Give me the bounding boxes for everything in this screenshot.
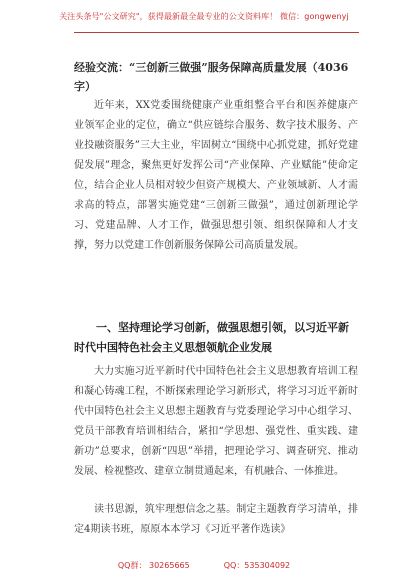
header-divider [74, 32, 359, 33]
section-heading: 一、坚持理论学习创新，做强思想引领，以习近平新时代中国特色社会主义思想领航企业发展 [74, 321, 349, 354]
section-paragraph: 读书思源，筑牢理想信念之基。制定主题教育学习清单，排定4期读书班，原原本本学习《习近平著作选读》 [74, 504, 358, 535]
header-promo-note: 关注头条号"公文研究"，获得最新最全最专业的公文资料库！ 微信：gongwenyj [59, 12, 349, 21]
footer-qq-group: QQ群： 30265665 [117, 561, 190, 570]
document-title: 经验交流：“三创新三做强”服务保障高质量发展（4036字） [74, 61, 349, 93]
footer-contact [0, 560, 408, 571]
section-paragraph: 大力实施习近平新时代中国特色社会主义思想教育培训工程和凝心铸魂工程，不断探索理论学习新形式，将学习习近平新时代中国特色社会主义思想主题教育与党委理论学习中心组学习、党员干部教育培训相结合，紧扣“学思想、强党性、重实践、建新功”总要求，创新“四思”举措，把理论学习、调查研究、推动发展、检视整改、建章立制贯通起来，有机融合、一体推进。 [74, 366, 358, 477]
footer-qq: QQ：535304092 [223, 561, 291, 570]
intro-paragraph: 近年来，XX党委围绕健康产业重组整合平台和医养健康产业领军企业的定位，确立“供应链综合服务、数字技术服务、产业投融资服务”三大主业，牢固树立“围绕中心抓党建，抓好党建促发展”理念，聚焦更好发挥公司“产业保障、产业赋能”使命定位，结合企业人员相对较少但资产规模大、产业领域新、人才需求高的特点，部署实施党建“三创新三做强”，通过创新理论学习、党建品牌、人才工作，做强思想引领、组织保障和人才支撑，努力以党建工作创新服务保障公司高质量发展。 [74, 100, 358, 251]
